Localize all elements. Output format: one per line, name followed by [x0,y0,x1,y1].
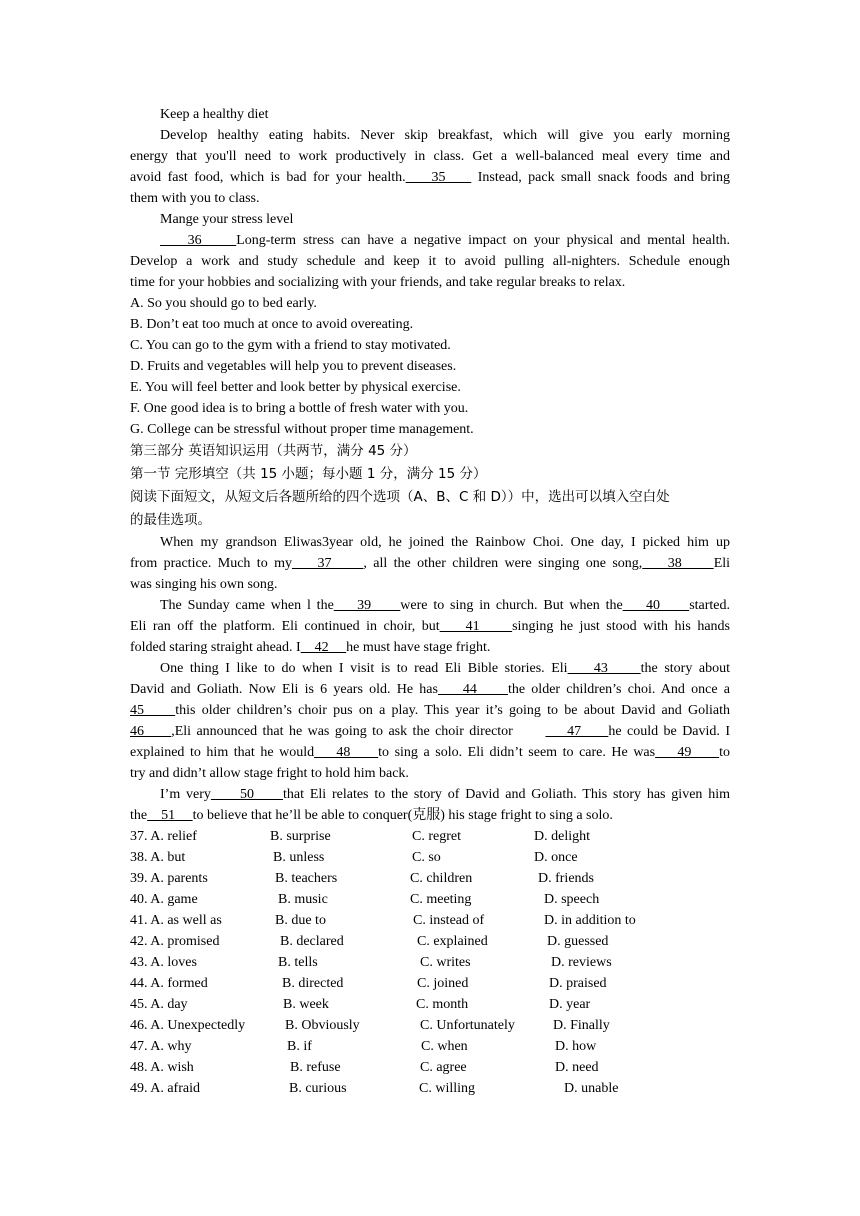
passage-line: I’m very 50 that Eli relates to the story of David and Goliath. This story has given him [160,787,731,802]
option-b: B. Don’t eat too much at once to avoid overeating. [130,317,414,332]
heading-healthy-diet: Keep a healthy diet [160,107,269,122]
question-choice: D. Finally [553,1018,610,1033]
instructions-line: 的最佳选项。 [130,512,211,528]
question-row [130,910,730,931]
blank-46: 46 [130,724,172,739]
question-choice: 41. A. as well as [130,913,222,928]
question-choice: C. Unfortunately [420,1018,515,1033]
paragraph-line: time for your hobbies and socializing with your friends, and take regular breaks to relax. [130,275,626,290]
question-choice: B. directed [282,976,344,991]
question-choice: B. declared [280,934,344,949]
question-choice: C. joined [417,976,469,991]
question-choice: 45. A. day [130,997,188,1012]
passage-line: Eli ran off the platform. Eli continued in choir, but 41 singing he just stood with his hands [130,619,730,634]
blank-43: 43 [567,661,641,676]
question-choice: D. in addition to [544,913,636,928]
paragraph-line: Develop a work and study schedule and keep it to avoid pulling all-nighters. Schedule enough [130,254,730,269]
passage-line: One thing I like to do when I visit is to read Eli Bible stories. Eli 43 the story about [160,661,730,676]
question-choice: 39. A. parents [130,871,208,886]
question-choice: C. when [421,1039,468,1054]
question-row [130,1036,730,1057]
question-choice: D. guessed [547,934,609,949]
blank-44: 44 [437,682,508,697]
question-choice: B. week [283,997,329,1012]
exam-page [130,104,730,1099]
blank-47: 47 [545,724,609,739]
question-row [130,952,730,973]
question-choice: 40. A. game [130,892,198,907]
question-row [130,931,730,952]
passage-line: try and didn’t allow stage fright to hold him back. [130,766,409,781]
question-choice: B. refuse [290,1060,341,1075]
question-choice: C. agree [420,1060,467,1075]
paragraph-line: energy that you'll need to work productively in class. Get a well-balanced meal every time and [130,149,730,164]
option-f: F. One good idea is to bring a bottle of fresh water with you. [130,401,469,416]
question-choice: D. unable [564,1081,619,1096]
question-choice: B. curious [289,1081,347,1096]
question-choice: C. instead of [413,913,485,928]
paragraph-line: 36 Long-term stress can have a negative impact on your physical and mental health. [160,233,730,248]
section-one-title: 第一节 完形填空（共 15 小题；每小题 1 分，满分 15 分） [130,466,487,482]
question-choice: D. year [549,997,591,1012]
question-choice: 47. A. why [130,1039,192,1054]
question-choice: 37. A. relief [130,829,197,844]
paragraph-line: them with you to class. [130,191,260,206]
blank-49: 49 [655,745,720,760]
option-c: C. You can go to the gym with a friend to stay motivated. [130,338,451,353]
question-choice: B. Obviously [285,1018,360,1033]
question-choice: B. music [278,892,328,907]
blank-35: 35 [405,170,472,185]
passage-line: 45 this older children’s choir pus on a play. This year it’s going to be about David and Goliath [130,703,731,718]
passage-line: from practice. Much to my 37 , all the other children were singing one song, 38 Eli [130,556,731,571]
question-row [130,826,730,847]
question-choice: C. willing [419,1081,476,1096]
question-choice: D. reviews [551,955,612,970]
question-choice: 48. A. wish [130,1060,194,1075]
paragraph-line: Develop healthy eating habits. Never skip breakfast, which will give you early morning [160,128,730,143]
question-choice: D. how [555,1039,597,1054]
question-choice: C. month [416,997,469,1012]
question-choice: C. writes [420,955,471,970]
question-choice: 38. A. but [130,850,186,865]
passage-line: The Sunday came when l the 39 were to sing in church. But when the 40 started. [160,598,731,613]
option-a: A. So you should go to bed early. [130,296,317,311]
question-row [130,994,730,1015]
question-row [130,868,730,889]
question-choice: C. so [412,850,441,865]
blank-45: 45 [130,703,176,718]
question-row [130,1015,730,1036]
passage-line: was singing his own song. [130,577,278,592]
question-choice: C. meeting [410,892,472,907]
question-choice: 49. A. afraid [130,1081,200,1096]
passage-line: explained to him that he would 48 to sing a solo. Eli didn’t seem to care. He was 49 to [130,745,731,760]
paragraph-line: avoid fast food, which is bad for your health. 35 Instead, pack small snack foods and bring [130,170,730,185]
blank-50: 50 [210,787,284,802]
question-choice: D. once [534,850,578,865]
blank-41: 41 [439,619,513,634]
question-row [130,973,730,994]
question-choice: D. friends [538,871,594,886]
option-d: D. Fruits and vegetables will help you to prevent diseases. [130,359,457,374]
question-row [130,1078,730,1099]
question-row [130,889,730,910]
question-list [130,826,730,1099]
passage-line: When my grandson Eliwas3year old, he joined the Rainbow Choi. One day, I picked him up [160,535,730,550]
question-choice: 43. A. loves [130,955,197,970]
blank-42: 42 [300,640,347,655]
option-e: E. You will feel better and look better by physical exercise. [130,380,461,395]
question-choice: B. teachers [275,871,338,886]
question-choice: C. children [410,871,473,886]
question-choice: 44. A. formed [130,976,208,991]
blank-48: 48 [314,745,379,760]
blank-40: 40 [622,598,690,613]
part-three-title: 第三部分 英语知识运用（共两节，满分 45 分） [130,443,417,459]
passage-line: folded staring straight ahead. I 42 he must have stage fright. [130,640,491,655]
question-choice: C. regret [412,829,461,844]
question-choice: C. explained [417,934,488,949]
question-choice: 46. A. Unexpectedly [130,1018,246,1033]
question-choice: D. speech [544,892,600,907]
question-choice: 42. A. promised [130,934,220,949]
question-choice: B. if [287,1039,312,1054]
question-choice: B. due to [275,913,326,928]
question-choice: B. tells [278,955,318,970]
passage-line: David and Goliath. Now Eli is 6 years old. He has 44 the older children’s choi. And once a [130,682,730,697]
question-choice: D. praised [549,976,607,991]
blank-38: 38 [642,556,714,571]
question-row [130,1057,730,1078]
question-choice: B. unless [273,850,325,865]
question-choice: B. surprise [270,829,331,844]
instructions-line: 阅读下面短文，从短文后各题所给的四个选项（A、B、C 和 D））中，选出可以填入空白处 [130,489,670,505]
question-row [130,847,730,868]
blank-37: 37 [291,556,364,571]
question-choice: D. need [555,1060,599,1075]
heading-stress-level: Mange your stress level [160,212,294,227]
blank-36: 36 [160,233,237,248]
question-choice: D. delight [534,829,590,844]
passage-line: the 51 to believe that he’ll be able to conquer(克服) his stage fright to sing a solo. [130,808,613,823]
blank-39: 39 [333,598,401,613]
passage-line: 46 ,Eli announced that he was going to ask the choir director 47 he could be David. I [130,724,731,739]
blank-51: 51 [147,808,193,823]
option-g: G. College can be stressful without proper time management. [130,422,474,437]
